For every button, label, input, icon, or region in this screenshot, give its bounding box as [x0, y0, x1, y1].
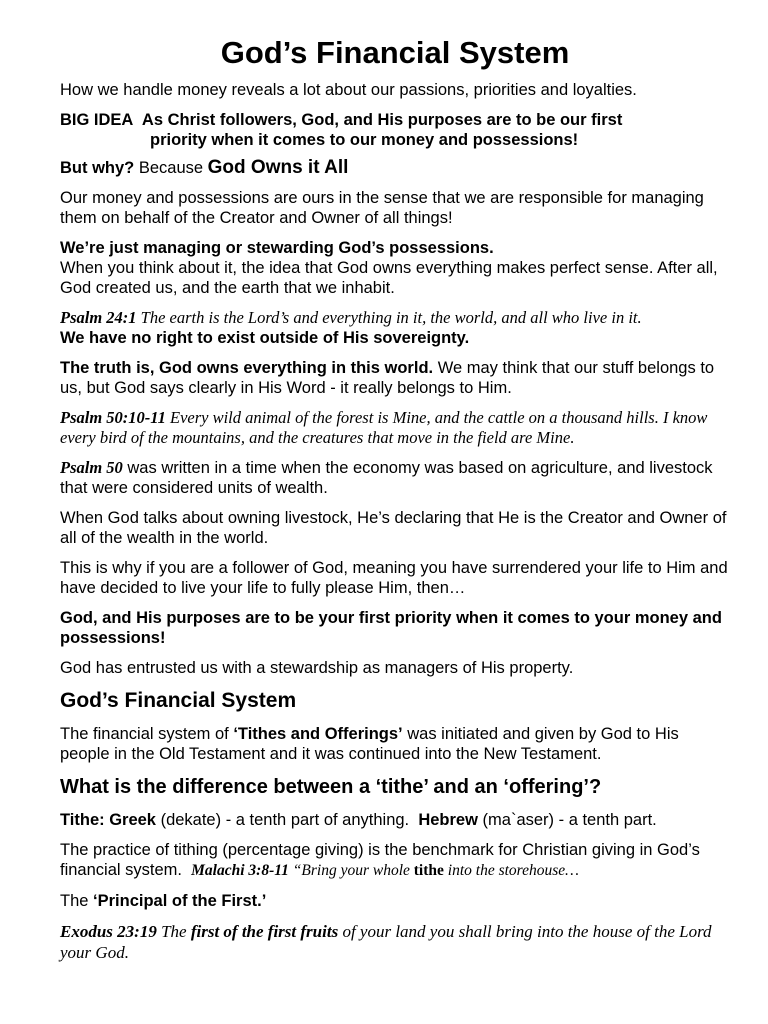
psalm-50-10-text: Every wild animal of the forest is Mine, and the cattle on a thousand hills. I know every bird of the mountains, and the creatures that move in the field are Mine.: [60, 408, 708, 447]
principal-bold: ‘Principal of the First.’: [93, 892, 267, 910]
psalm-50-ref: Psalm 50: [60, 458, 123, 477]
no-right-line: We have no right to exist outside of His sovereignty.: [60, 329, 470, 347]
big-idea-line2: priority when it comes to our money and possessions!: [150, 131, 579, 149]
managing-body: When you think about it, the idea that God owns everything makes perfect sense. After all, God created us, and the earth that we inhabit.: [60, 259, 718, 297]
entrusted-paragraph: God has entrusted us with a stewardship as managers of His property.: [60, 659, 574, 677]
truth-rest: We may think that our stuff belongs to us, but God says clearly in His Word - it really belongs to Him.: [60, 359, 715, 397]
managing-paragraph: [60, 238, 730, 298]
psalm-50-paragraph: [60, 458, 730, 498]
principal-pre: The: [60, 892, 89, 910]
follower-paragraph: This is why if you are a follower of God, meaning you have surrendered your life to Him and have decided to live your life to fully please Him, then…: [60, 559, 728, 597]
practice-paragraph: [60, 840, 730, 881]
tithe-hebrew: (ma`aser) - a tenth part.: [482, 811, 657, 829]
god-owns-it-all: God Owns it All: [207, 157, 349, 178]
psalm-50-10-verse: [60, 408, 730, 448]
big-idea-label: BIG IDEA: [60, 111, 134, 129]
tithe-greek: (dekate) - a tenth part of anything.: [160, 811, 410, 829]
psalm-24-verse: [60, 308, 730, 328]
priority-paragraph: God, and His purposes are to be your first priority when it comes to your money and possessions!: [60, 609, 722, 647]
truth-bold: The truth is, God owns everything in this world.: [60, 359, 434, 377]
document-title: God’s Financial System: [220, 35, 570, 70]
tithe-greek-label: Tithe: Greek: [60, 811, 156, 829]
exodus-post: of your land you shall bring into the house of the Lord your God.: [60, 922, 712, 962]
psalm-50-10-ref: Psalm 50:10-11: [60, 408, 166, 427]
truth-paragraph: [60, 358, 730, 398]
tithe-hebrew-label: Hebrew: [418, 811, 478, 829]
livestock-paragraph: When God talks about owning livestock, He’s declaring that He is the Creator and Owner of all of the wealth in the world.: [60, 509, 727, 547]
financial-system-heading: God’s Financial System: [60, 689, 297, 712]
tithes-offerings: ‘Tithes and Offerings’: [233, 725, 403, 743]
tithe-definition: [60, 810, 730, 830]
exodus-pre: The: [161, 922, 187, 941]
exodus-verse: [60, 921, 730, 963]
malachi-tithe: tithe: [413, 862, 444, 879]
exodus-first-fruits: first of the first fruits: [190, 922, 339, 941]
psalm-24-ref: Psalm 24:1: [60, 308, 137, 327]
psalm-50-rest: was written in a time when the economy was based on agriculture, and livestock that were considered units of wealth.: [60, 459, 713, 497]
exodus-ref: Exodus 23:19: [60, 922, 157, 941]
big-idea-line1: As Christ followers, God, and His purposes are to be our first: [141, 111, 623, 129]
difference-heading: What is the difference between a ‘tithe’ and an ‘offering’?: [60, 776, 602, 798]
managing-heading: We’re just managing or stewarding God’s possessions.: [60, 239, 494, 257]
because-word: Because: [138, 159, 204, 177]
big-idea: [60, 110, 730, 150]
system-post: was initiated and given by God to His people in the Old Testament and it was continued into the New Testament.: [60, 725, 679, 763]
malachi-quote-post: into the storehouse…: [447, 862, 579, 879]
ours-paragraph: Our money and possessions are ours in the sense that we are responsible for managing them on behalf of the Creator and Owner of all things!: [60, 189, 704, 227]
but-why-line: [60, 158, 730, 178]
psalm-24-text: The earth is the Lord’s and everything in it, the world, and all who live in it.: [140, 308, 642, 327]
system-paragraph: [60, 724, 730, 764]
principal-line: [60, 891, 730, 911]
system-pre: The financial system of: [60, 725, 229, 743]
intro-paragraph: How we handle money reveals a lot about our passions, priorities and loyalties.: [60, 81, 637, 99]
malachi-ref: Malachi 3:8-11: [191, 862, 289, 879]
malachi-quote-pre: “Bring your whole: [292, 862, 410, 879]
but-why-label: But why?: [60, 159, 135, 177]
practice-text: The practice of tithing (percentage giving) is the benchmark for Christian giving in God’s financial system.: [60, 841, 700, 879]
